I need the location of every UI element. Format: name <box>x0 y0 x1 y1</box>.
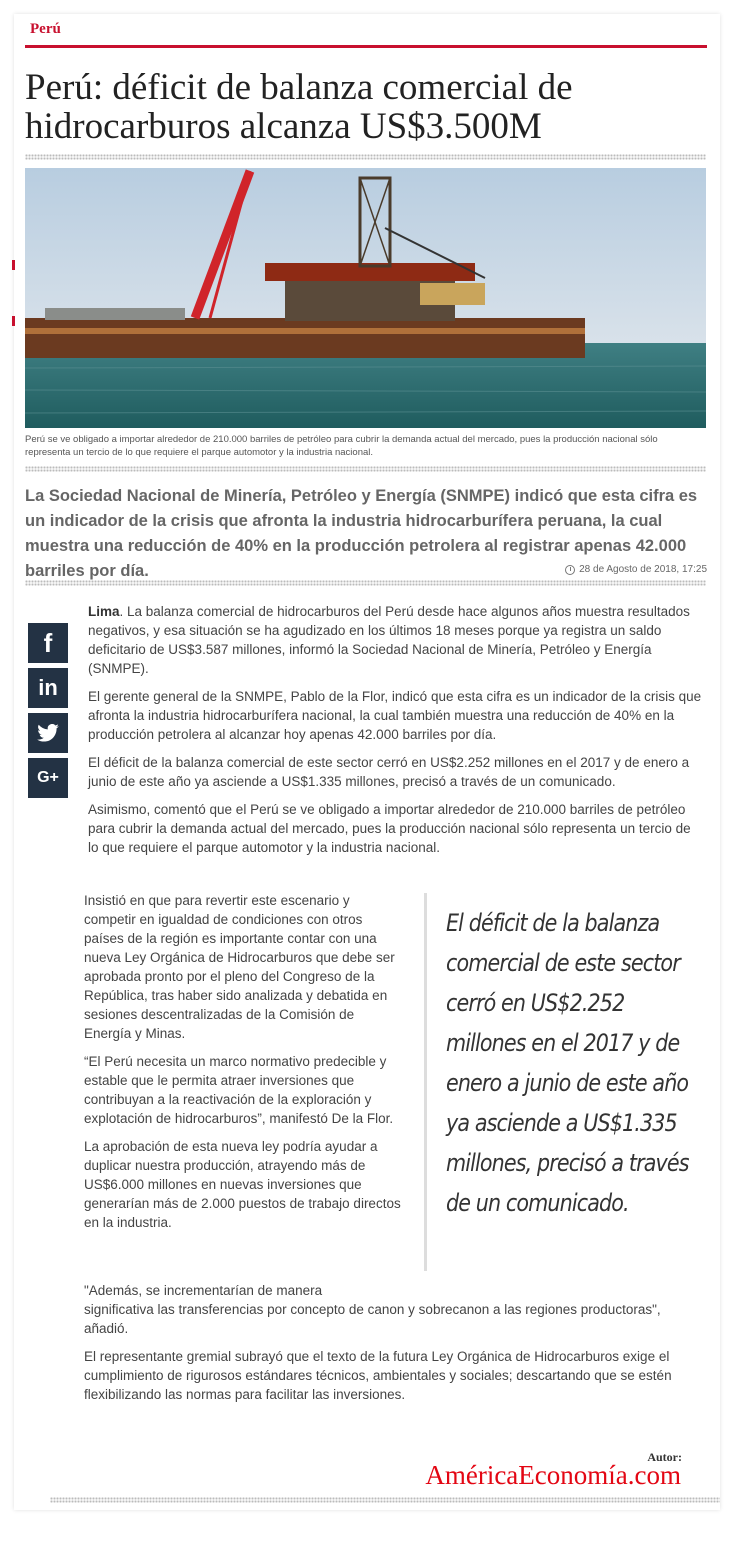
edge-mark <box>12 316 15 326</box>
edge-mark <box>12 260 15 270</box>
paragraph: La aprobación de esta nueva ley podría ayudar a duplicar nuestra producción, atrayendo más de US$6.000 millones en nuevas inversiones que generarían más de 2.000 puestos de trabajo directos en la industria. <box>84 1139 401 1230</box>
caption-divider <box>25 466 706 472</box>
paragraph: El déficit de la balanza comercial de este sector cerró en US$2.252 millones en el 2017 y de enero a junio de este año ya asciende a US$1.335 millones, precisó a través de un comunicado. <box>88 755 690 789</box>
paragraph: Lima. La balanza comercial de hidrocarburos del Perú desde hace algunos años muestra resultados negativos, y esa situación se ha agudizado en los últimos 18 meses porque ya registra un saldo deficitario de US$3.587 millones, informó la Sociedad Nacional de Minería, Petróleo y Energía (SNMPE). <box>88 604 690 676</box>
section-rule <box>25 45 707 48</box>
googleplus-icon: G+ <box>37 769 59 786</box>
image-caption: Perú se ve obligado a importar alrededor de 210.000 barriles de petróleo para cubrir la demanda actual del mercado, pues la producción nacional sólo representa un tercio de lo que requiere el parque automotor y la industria nacional. <box>25 434 658 458</box>
article-title: Perú: déficit de balanza comercial de hidrocarburos alcanza US$3.500M <box>25 67 573 147</box>
dateline-place: Lima <box>88 604 120 619</box>
clock-icon <box>565 565 575 575</box>
twitter-share-button[interactable] <box>28 713 68 753</box>
linkedin-share-button[interactable] <box>28 668 68 708</box>
linkedin-icon: in <box>38 675 58 700</box>
twitter-icon <box>37 724 59 742</box>
brand-logo[interactable]: AméricaEconomía.com <box>425 1460 681 1490</box>
author-label: Autor: <box>647 1450 682 1464</box>
lead-divider <box>25 580 706 586</box>
article-body-column <box>84 891 404 1241</box>
facebook-icon: f <box>43 627 53 658</box>
article-lead: La Sociedad Nacional de Minería, Petróleo y Energía (SNMPE) indicó que esta cifra es un indicador de la crisis que afronta la industria hidrocarburífera peruana, la cual muestra una reducción de 40% en la producción petrolera al registrar apenas 42.000 barriles por día. <box>25 487 698 580</box>
section-label[interactable]: Perú <box>30 21 61 37</box>
googleplus-share-button[interactable] <box>28 758 68 798</box>
date-text: 28 de Agosto de 2018, 17:25 <box>579 564 707 575</box>
paragraph: "Además, se incrementarían de manera significativa las transferencias por concepto de canon y sobrecanon a las regiones productoras", añadió. <box>84 1283 661 1336</box>
article-body-top <box>88 602 703 866</box>
paragraph: “El Perú necesita un marco normativo predecible y estable que le permita atraer inversiones que contribuyan a la reactivación de la exploración y explotación de hidrocarburos”, manifestó De la Flor. <box>84 1054 394 1126</box>
hero-image <box>25 168 706 428</box>
publish-date <box>565 564 707 575</box>
paragraph: El gerente general de la SNMPE, Pablo de la Flor, indicó que esta cifra es un indicador de la crisis que afronta la industria hidrocarburífera nacional, la cual también muestra una reducción de 40% en la producción petrolera al alcanzar hoy apenas 42.000 barriles por día. <box>88 689 702 742</box>
facebook-share-button[interactable] <box>28 623 68 663</box>
pullquote-rule <box>424 893 427 1271</box>
footer-divider <box>50 1497 720 1503</box>
pullquote: El déficit de la balanza comercial de este sector cerró en US$2.252 millones en el 2017 y de enero a junio de este año ya asciende a US$1.335 millones, precisó a través de un comunicado. <box>446 909 689 1217</box>
paragraph: Asimismo, comentó que el Perú se ve obligado a importar alrededor de 210.000 barriles de petróleo para cubrir la demanda actual del mercado, pues la producción nacional sólo representa un tercio de lo que requiere el parque automotor y la industria nacional. <box>88 802 691 855</box>
paragraph: El representante gremial subrayó que el texto de la futura Ley Orgánica de Hidrocarburos exige el cumplimiento de rigurosos estándares técnicos, ambientales y sociales; descartando que se estén flexibilizando las normas para facilitar las inversiones. <box>84 1349 672 1402</box>
title-divider <box>25 154 706 160</box>
article-body-bottom <box>84 1281 704 1413</box>
paragraph: Insistió en que para revertir este escenario y competir en igualdad de condiciones con otros países de la región es importante contar con una nueva Ley Orgánica de Hidrocarburos que debe ser aprobada pronto por el pleno del Congreso de la República, tras haber sido analizada y debatida en sesiones descentralizadas de la Comisión de Energía y Minas. <box>84 893 395 1041</box>
